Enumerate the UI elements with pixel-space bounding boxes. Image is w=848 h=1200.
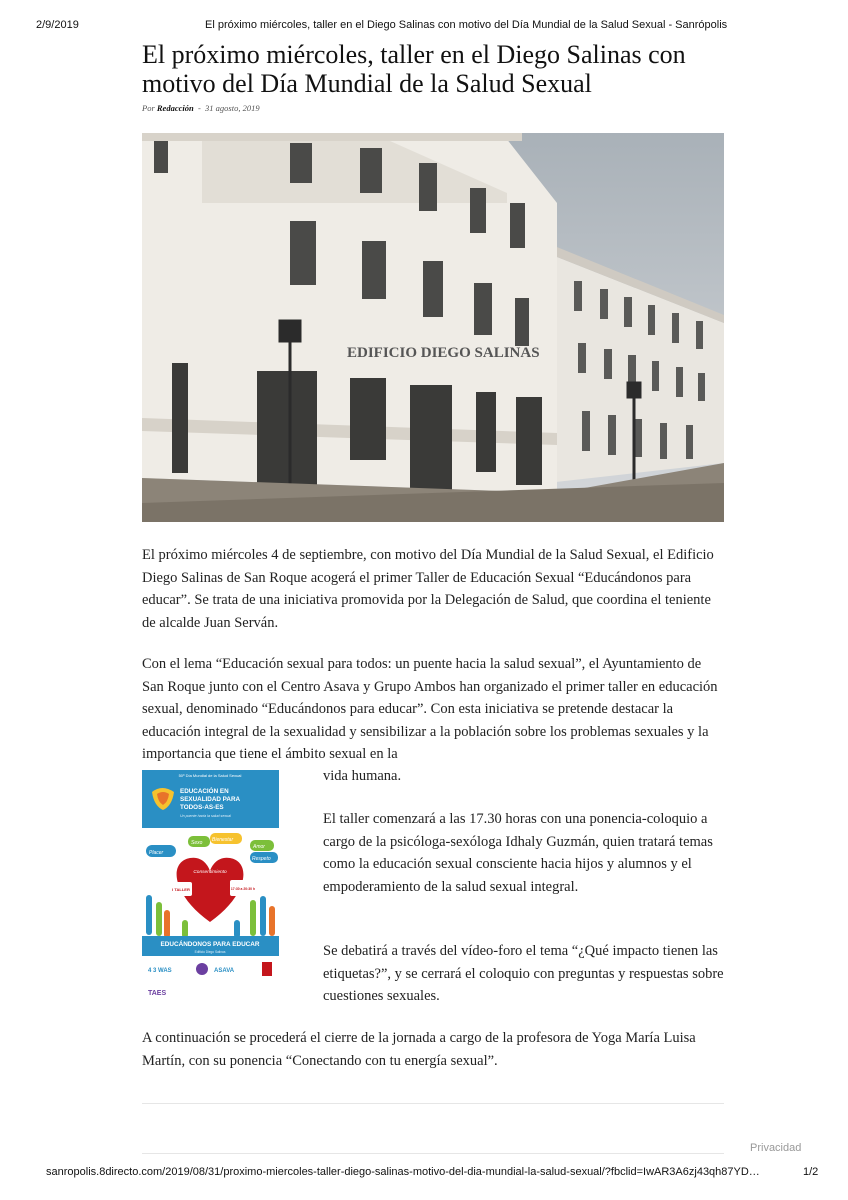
paragraph-5: A continuación se procederá el cierre de la jornada a cargo de la profesora de Yoga María Luisa Martín, con su ponencia “Conectando con tu energía sexual”. bbox=[142, 1030, 696, 1069]
author-link[interactable]: Redacción bbox=[156, 103, 194, 113]
print-page-title: El próximo miércoles, taller en el Diego Salinas con motivo del Día Mundial de la Salud Sexual - Sanrópolis bbox=[205, 19, 728, 31]
poster-title-line3: TODOS-AS-ES bbox=[180, 804, 224, 811]
poster-heart-text: Consentimiento bbox=[193, 870, 227, 875]
paragraph-2-end: vida humana. bbox=[323, 768, 402, 784]
hero-image bbox=[142, 133, 724, 522]
byline-separator: - bbox=[197, 103, 201, 113]
byline bbox=[142, 103, 260, 113]
print-footer bbox=[0, 1166, 848, 1182]
divider-top bbox=[142, 1103, 724, 1104]
article-date: 31 agosto, 2019 bbox=[205, 103, 260, 113]
poster-banner-sub: Edificio Diego Salinas bbox=[194, 950, 226, 954]
privacy-link[interactable]: Privacidad bbox=[750, 1142, 802, 1154]
poster-logo-was: 4 3 WAS bbox=[148, 968, 172, 974]
building-illustration bbox=[142, 133, 724, 522]
poster-word-respeto: Respeto bbox=[252, 856, 271, 862]
poster-header: 50º Día Mundial de la Salud Sexual bbox=[178, 773, 242, 778]
paragraph-3: El taller comenzará a las 17.30 horas con una ponencia-coloquio a cargo de la psicóloga-sexóloga Idhaly Guzmán, quien tratará temas como la educación sexual consciente hacia hijos y alumnos y el empoderamiento de la salud sexual integral. bbox=[323, 811, 713, 895]
event-poster bbox=[142, 770, 279, 1002]
poster-logo-shield bbox=[262, 962, 272, 976]
poster-word-amor: Amor bbox=[253, 844, 265, 850]
poster-logo-mark bbox=[196, 963, 208, 975]
poster-taller: I TALLER bbox=[172, 887, 190, 892]
byline-prefix: Por bbox=[142, 103, 155, 113]
poster-title-line2: SEXUALIDAD PARA bbox=[180, 796, 241, 803]
poster-logo-asava: ASAVA bbox=[214, 968, 235, 974]
poster-logo-taes: TAES bbox=[148, 990, 167, 997]
paragraph-4: Se debatirá a través del vídeo-foro el tema “¿Qué impacto tienen las etiquetas?”, y se cerrará el coloquio con preguntas y respuestas sobre cuestiones sexuales. bbox=[323, 943, 724, 1005]
print-header bbox=[0, 19, 848, 35]
poster-word-placer: Placer bbox=[149, 850, 164, 856]
divider-bottom bbox=[142, 1153, 724, 1154]
paragraph-1: El próximo miércoles 4 de septiembre, con motivo del Día Mundial de la Salud Sexual, el Edificio Diego Salinas de San Roque acogerá el primer Taller de Educación Sexual “Educándonos para educar”. Se trata de una iniciativa promovida por la Delegación de Salud, que coordina el teniente de alcalde Juan Serván. bbox=[142, 547, 714, 631]
poster-word-sexo: Sexo bbox=[191, 840, 203, 846]
print-date: 2/9/2019 bbox=[36, 19, 79, 31]
poster-banner: EDUCÁNDONOS PARA EDUCAR bbox=[160, 941, 260, 948]
poster-time: 17:30 a 20:30 h bbox=[230, 887, 256, 891]
building-sign: EDIFICIO DIEGO SALINAS bbox=[347, 345, 540, 361]
poster-subtitle: Un puente hacia la salud sexual bbox=[180, 814, 231, 818]
poster-title-line1: EDUCACIÓN EN bbox=[180, 788, 229, 795]
page-number: 1/2 bbox=[803, 1166, 819, 1178]
paragraph-2: Con el lema “Educación sexual para todos: un puente hacia la salud sexual”, el Ayuntamiento de San Roque junto con el Centro Asava y Grupo Ambos han organizado el primer taller en educación sexual, denominado “Educándonos para educar”. Con esta iniciativa se pretende destacar la educación integral de la sexualidad y sensibilizar a la población sobre los problemas sexuales y la importancia que tiene el ámbito sexual en la bbox=[142, 656, 718, 763]
poster-graphic bbox=[142, 770, 279, 1002]
article-title: El próximo miércoles, taller en el Diego Salinas con motivo del Día Mundial de la Salud Sexual bbox=[142, 40, 686, 98]
print-url: sanropolis.8directo.com/2019/08/31/proximo-miercoles-taller-diego-salinas-motivo-del-dia-mundial-la-salud-sexual/?fbclid=IwAR3A6zj43qh87YD… bbox=[46, 1166, 760, 1178]
poster-word-bienestar: Bienestar bbox=[212, 837, 234, 843]
